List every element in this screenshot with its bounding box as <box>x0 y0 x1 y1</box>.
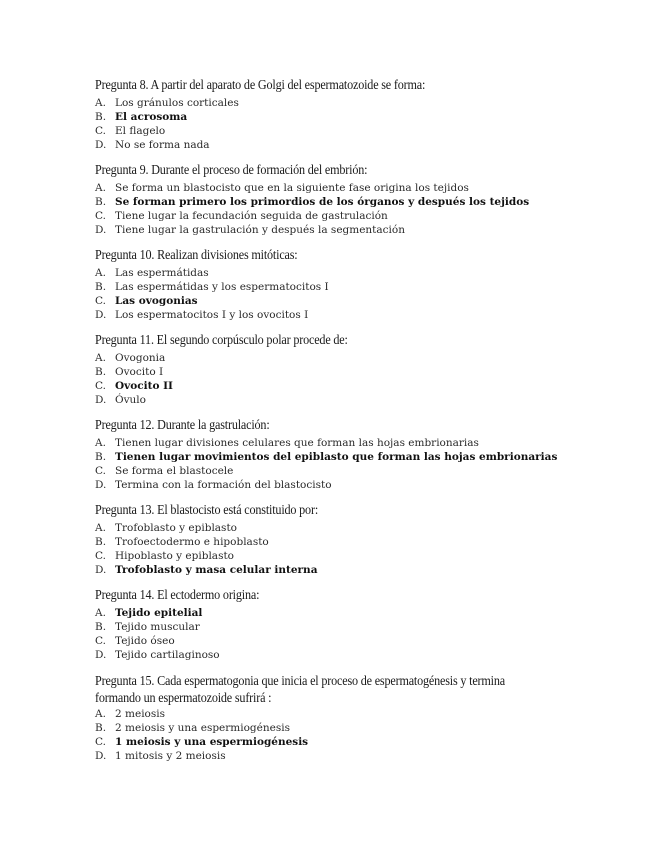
option-text: Se forma el blastocele <box>115 465 234 478</box>
option-b <box>95 535 318 549</box>
option-b-correct <box>95 110 239 124</box>
option-c <box>95 634 220 648</box>
option-letter: B. <box>95 196 107 209</box>
option-text: Tejido cartilaginoso <box>115 649 220 662</box>
option-letter: C. <box>95 295 106 308</box>
option-letter: B. <box>95 536 107 549</box>
option-letter: D. <box>95 394 107 407</box>
option-text: Las espermátidas <box>115 267 209 279</box>
option-text: Tienen lugar divisiones celulares que forman las hojas embrionarias <box>115 437 479 449</box>
option-letter: D. <box>95 649 107 662</box>
option-letter: D. <box>95 224 107 237</box>
option-d <box>95 308 329 322</box>
option-letter: A. <box>95 267 106 279</box>
option-text: Termina con la formación del blastocisto <box>115 479 332 492</box>
option-d <box>95 138 239 152</box>
option-d-correct <box>95 563 318 577</box>
option-c-correct <box>95 294 329 308</box>
option-c <box>95 124 239 138</box>
option-letter: C. <box>95 550 106 563</box>
option-text: Ovocito I <box>115 366 164 379</box>
option-text: Se forman primero los primordios de los órganos y después los tejidos <box>115 196 530 209</box>
option-c <box>95 464 557 478</box>
option-letter: B. <box>95 451 107 464</box>
option-c <box>95 209 529 223</box>
question-9-prompt: Pregunta 9. Durante el proceso de formación del embrión: <box>95 162 368 177</box>
option-d <box>95 393 173 407</box>
option-text: Trofoblasto y masa celular interna <box>115 564 318 577</box>
option-b <box>95 365 173 379</box>
question-8-options <box>95 96 239 152</box>
option-letter: D. <box>95 750 107 763</box>
option-text: Los gránulos corticales <box>115 97 239 109</box>
option-a-correct <box>95 606 220 620</box>
option-letter: C. <box>95 210 106 223</box>
option-b <box>95 280 329 294</box>
option-letter: B. <box>95 366 107 379</box>
option-text: El flagelo <box>115 125 166 138</box>
question-8-prompt: Pregunta 8. A partir del aparato de Golgi del espermatozoide se forma: <box>95 77 426 92</box>
option-a <box>95 707 308 721</box>
option-text: Las espermátidas y los espermatocitos I <box>115 281 329 294</box>
question-12-prompt: Pregunta 12. Durante la gastrulación: <box>95 417 270 432</box>
option-c-correct <box>95 379 173 393</box>
option-b-correct <box>95 195 529 209</box>
option-a <box>95 521 318 535</box>
question-9-options <box>95 181 529 237</box>
option-letter: A. <box>95 522 106 534</box>
option-b <box>95 620 220 634</box>
option-letter: A. <box>95 437 106 449</box>
option-text: Tienen lugar movimientos del epiblasto que forman las hojas embrionarias <box>115 451 558 464</box>
question-10-options <box>95 266 329 322</box>
option-text: Los espermatocitos I y los ovocitos I <box>115 309 309 322</box>
option-letter: A. <box>95 182 106 194</box>
option-letter: D. <box>95 479 107 492</box>
question-14-prompt: Pregunta 14. El ectodermo origina: <box>95 587 260 602</box>
question-13-options <box>95 521 318 577</box>
option-b-correct <box>95 450 557 464</box>
option-letter: D. <box>95 139 107 152</box>
option-text: Trofoblasto y epiblasto <box>115 522 237 534</box>
option-text: 1 mitosis y 2 meiosis <box>115 750 226 763</box>
option-text: Trofoectodermo e hipoblasto <box>115 536 269 549</box>
option-letter: B. <box>95 111 107 124</box>
option-text: Tejido epitelial <box>115 607 203 619</box>
option-text: Las ovogonias <box>115 295 198 308</box>
question-15-options <box>95 707 308 763</box>
option-d <box>95 648 220 662</box>
option-letter: B. <box>95 621 107 634</box>
question-14-options <box>95 606 220 662</box>
option-text: 2 meiosis <box>115 708 166 720</box>
option-letter: C. <box>95 635 106 648</box>
option-d <box>95 223 529 237</box>
option-letter: C. <box>95 125 106 138</box>
option-letter: C. <box>95 380 106 393</box>
question-11-options <box>95 351 173 407</box>
option-text: Óvulo <box>115 394 146 407</box>
option-text: Ovocito II <box>115 380 173 393</box>
option-a <box>95 181 529 195</box>
question-12-options <box>95 436 557 492</box>
option-c-correct <box>95 735 308 749</box>
option-letter: A. <box>95 352 106 364</box>
option-a <box>95 351 173 365</box>
option-d <box>95 478 557 492</box>
option-text: 1 meiosis y una espermiogénesis <box>115 736 309 749</box>
option-a <box>95 436 557 450</box>
option-letter: A. <box>95 708 106 720</box>
option-c <box>95 549 318 563</box>
option-letter: A. <box>95 97 106 109</box>
option-text: Ovogonia <box>115 352 166 364</box>
option-letter: D. <box>95 564 107 577</box>
option-b <box>95 721 308 735</box>
option-text: No se forma nada <box>115 139 210 152</box>
option-text: Hipoblasto y epiblasto <box>115 550 234 563</box>
option-a <box>95 96 239 110</box>
option-letter: B. <box>95 722 107 735</box>
question-11-prompt: Pregunta 11. El segundo corpúsculo polar procede de: <box>95 332 348 347</box>
option-text: Se forma un blastocisto que en la siguiente fase origina los tejidos <box>115 182 469 194</box>
option-text: 2 meiosis y una espermiogénesis <box>115 722 290 735</box>
option-letter: B. <box>95 281 107 294</box>
question-15-prompt: Pregunta 15. Cada espermatogonia que inicia el proceso de espermatogénesis y termina formando un espermatozoide sufrirá : <box>95 673 505 705</box>
option-letter: C. <box>95 465 106 478</box>
option-a <box>95 266 329 280</box>
option-letter: A. <box>95 607 106 619</box>
option-text: Tejido muscular <box>115 621 200 634</box>
option-text: El acrosoma <box>115 111 188 124</box>
option-d <box>95 749 308 763</box>
option-text: Tiene lugar la gastrulación y después la segmentación <box>115 224 405 237</box>
question-10-prompt: Pregunta 10. Realizan divisiones mitóticas: <box>95 247 298 262</box>
question-13-prompt: Pregunta 13. El blastocisto está constituido por: <box>95 502 319 517</box>
option-text: Tejido óseo <box>115 635 175 648</box>
option-text: Tiene lugar la fecundación seguida de gastrulación <box>115 210 388 223</box>
option-letter: C. <box>95 736 106 749</box>
option-letter: D. <box>95 309 107 322</box>
